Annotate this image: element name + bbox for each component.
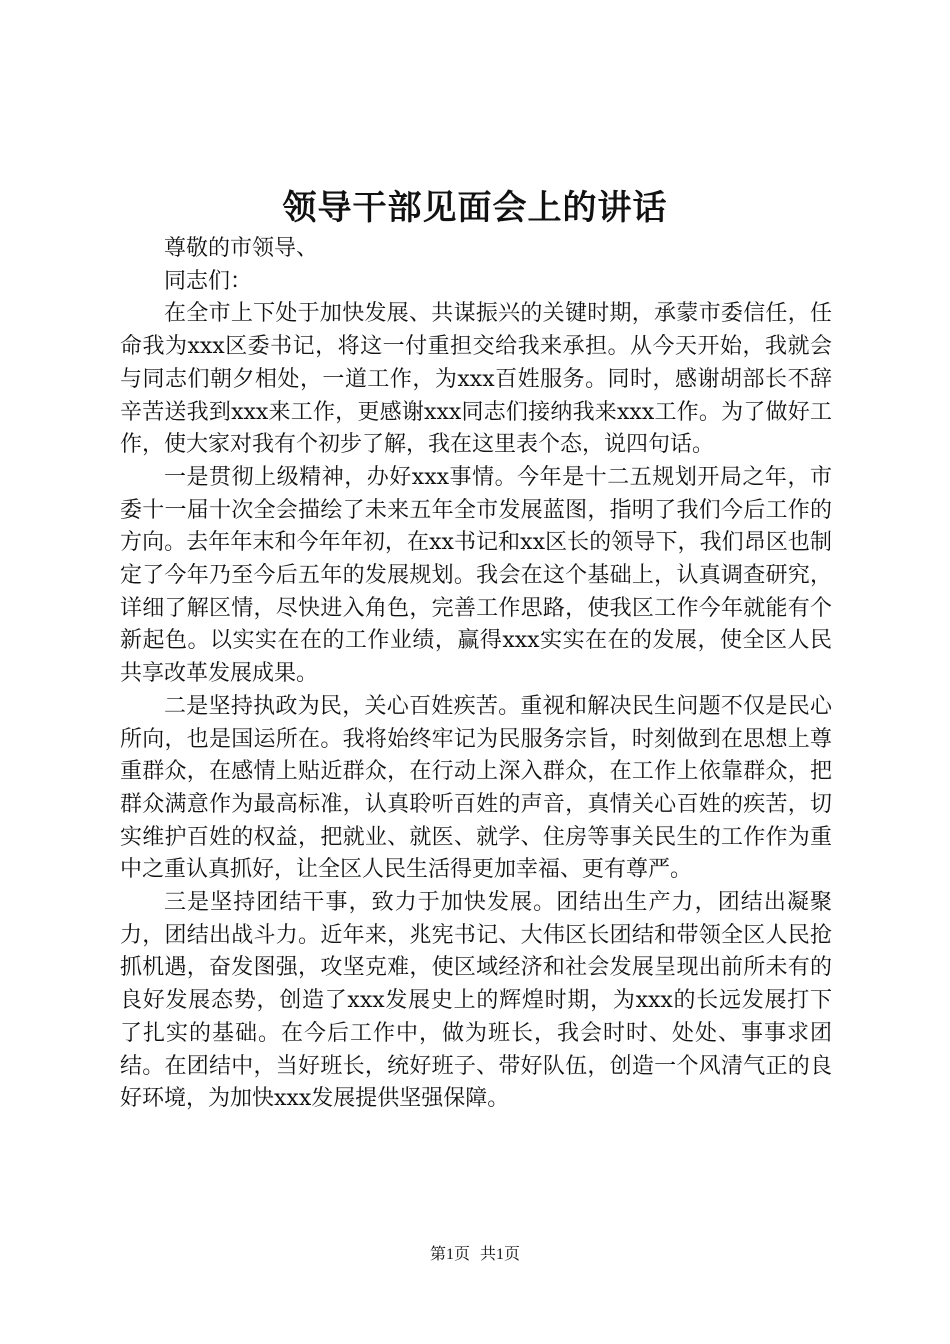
document-body: [120, 233, 832, 1116]
body-paragraph: 二是坚持执政为民，关心百姓疾苦。重视和解决民生问题不仅是民心所向，也是国运所在。我将始终牢记为民服务宗旨，时刻做到在思想上尊重群众，在感情上贴近群众，在行动上深入群众，在工作上依靠群众，把群众满意作为最高标准，认真聆听百姓的声音，真情关心百姓的疾苦，切实维护百姓的权益，把就业、就医、就学、住房等事关民生的工作作为重中之重认真抓好，让全区人民生活得更加幸福、更有尊严。: [120, 693, 832, 883]
salutation-line: 同志们：: [164, 268, 253, 294]
page-footer: [0, 1243, 950, 1267]
page-total: 共1页: [480, 1246, 521, 1263]
document-title: 领导干部见面会上的讲话: [282, 188, 668, 228]
page-number: 第1页: [429, 1246, 470, 1263]
body-paragraph: 一是贯彻上级精神，办好xxx事情。今年是十二五规划开局之年，市委十一届十次全会描绘了未来五年全市发展蓝图，指明了我们今后工作的方向。去年年末和今年年初，在xx书记和xx区长的领导下，我们昂区也制定了今年乃至今后五年的发展规划。我会在这个基础上，认真调查研究，详细了解区情，尽快进入角色，完善工作思路，使我区工作今年就能有个新起色。以实实在在的工作业绩，赢得xxx实实在在的发展，使全区人民共享改革发展成果。: [120, 464, 832, 687]
body-paragraph: 三是坚持团结干事，致力于加快发展。团结出生产力，团结出凝聚力，团结出战斗力。近年来，兆宪书记、大伟区长团结和带领全区人民抢抓机遇，奋发图强，攻坚克难，使区域经济和社会发展呈现出前所未有的良好发展态势，创造了xxx发展史上的辉煌时期，为xxx的长远发展打下了扎实的基础。在今后工作中，做为班长，我会时时、处处、事事求团结。在团结中，当好班长，统好班子、带好队伍，创造一个风清气正的良好环境，为加快xxx发展提供坚强保障。: [120, 890, 832, 1112]
salutation-line: 尊敬的市领导、: [164, 236, 319, 261]
body-paragraph: 在全市上下处于加快发展、共谋振兴的关键时期，承蒙市委信任，任命我为xxx区委书记，将这一付重担交给我来承担。从今天开始，我就会与同志们朝夕相处，一道工作，为xxx百姓服务。同时，感谢胡部长不辞辛苦送我到xxx来工作，更感谢xxx同志们接纳我来xxx工作。为了做好工作，使大家对我有个初步了解，我在这里表个态，说四句话。: [120, 301, 832, 458]
